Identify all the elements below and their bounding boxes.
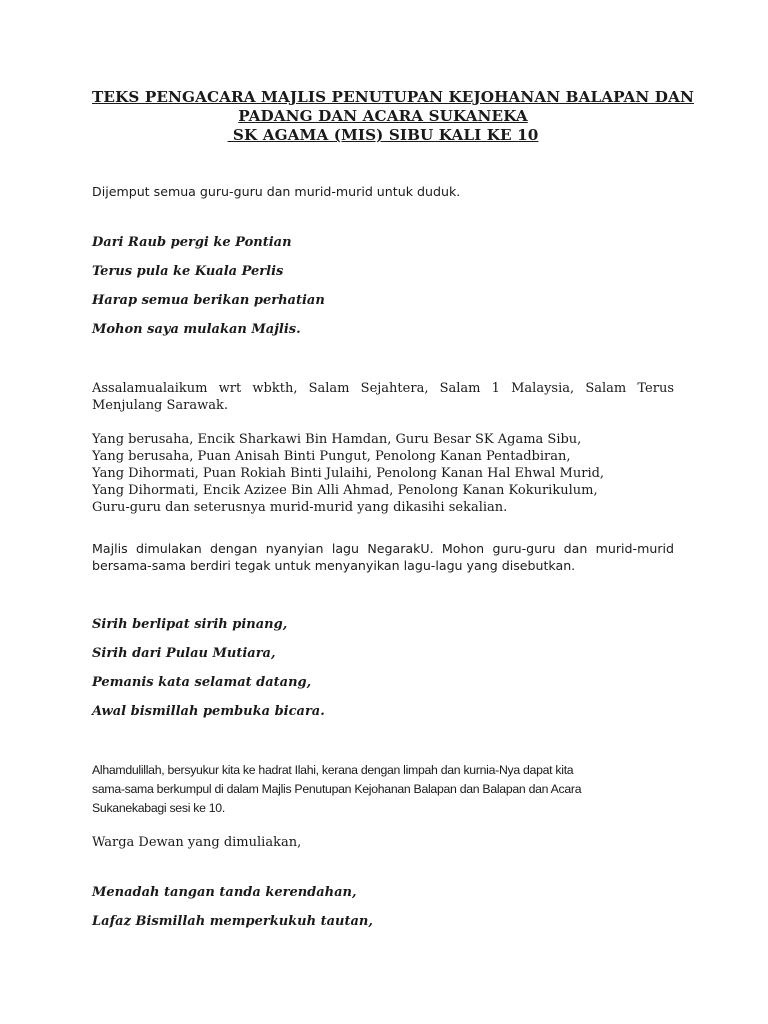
thanks-line: sama-sama berkumpul di dalam Majlis Penutupan Kejohanan Balapan dan Balapan dan Acara	[92, 782, 582, 796]
verse-line: Awal bismillah pembuka bicara.	[92, 704, 325, 719]
pantun-opening	[92, 234, 674, 338]
warga-line: Warga Dewan yang dimuliakan,	[92, 835, 302, 850]
dignitary-line: Guru-guru dan seterusnya murid-murid yang dikasihi sekalian.	[92, 500, 508, 515]
thanks-line: Sukanekabagi sesi ke 10.	[92, 801, 225, 815]
greeting-paragraph: Assalamualaikum wrt wbkth, Salam Sejahtera, Salam 1 Malaysia, Salam Terus Menjulang Sarawak.	[92, 381, 674, 413]
verse-line: Sirih berlipat sirih pinang,	[92, 617, 288, 632]
verse-line: Mohon saya mulakan Majlis.	[92, 322, 301, 337]
intro-paragraph: Dijemput semua guru-guru dan murid-murid untuk duduk.	[92, 184, 461, 199]
dignitary-line: Yang berusaha, Encik Sharkawi Bin Hamdan, Guru Besar SK Agama Sibu,	[92, 432, 582, 447]
anthem-paragraph: Majlis dimulakan dengan nyanyian lagu NegarakU. Mohon guru-guru dan murid-murid bersama-sama berdiri tegak untuk menyanyikan lagu-lagu yang disebutkan.	[92, 541, 674, 573]
thanks-line: Alhamdulillah, bersyukur kita ke hadrat Ilahi, kerana dengan limpah dan kurnia-Nya dapat kita	[92, 763, 574, 777]
title-line-2: PADANG DAN ACARA SUKANEKA	[238, 107, 528, 125]
verse-line: Pemanis kata selamat datang,	[92, 675, 312, 690]
document-title	[92, 88, 694, 145]
title-line-3: SK AGAMA (MIS) SIBU KALI KE 10	[227, 126, 539, 144]
verse-line: Harap semua berikan perhatian	[92, 293, 325, 308]
verse-line: Lafaz Bismillah memperkukuh tautan,	[92, 914, 373, 929]
dignitary-line: Yang Dihormati, Puan Rokiah Binti Julaihi, Penolong Kanan Hal Ehwal Murid,	[92, 466, 605, 481]
title-line-1: TEKS PENGACARA MAJLIS PENUTUPAN KEJOHANAN BALAPAN DAN	[92, 88, 694, 106]
verse-line: Sirih dari Pulau Mutiara,	[92, 646, 276, 661]
thanks-paragraph	[92, 761, 674, 818]
dignitaries-list	[92, 431, 674, 516]
verse-line: Dari Raub pergi ke Pontian	[92, 235, 292, 250]
pantun-closing	[92, 884, 674, 930]
verse-line: Menadah tangan tanda kerendahan,	[92, 885, 357, 900]
document-page	[92, 88, 694, 929]
dignitary-line: Yang Dihormati, Encik Azizee Bin Alli Ahmad, Penolong Kanan Kokurikulum,	[92, 483, 598, 498]
pantun-welcome	[92, 616, 674, 720]
dignitary-line: Yang berusaha, Puan Anisah Binti Pungut, Penolong Kanan Pentadbiran,	[92, 449, 571, 464]
verse-line: Terus pula ke Kuala Perlis	[92, 264, 284, 279]
